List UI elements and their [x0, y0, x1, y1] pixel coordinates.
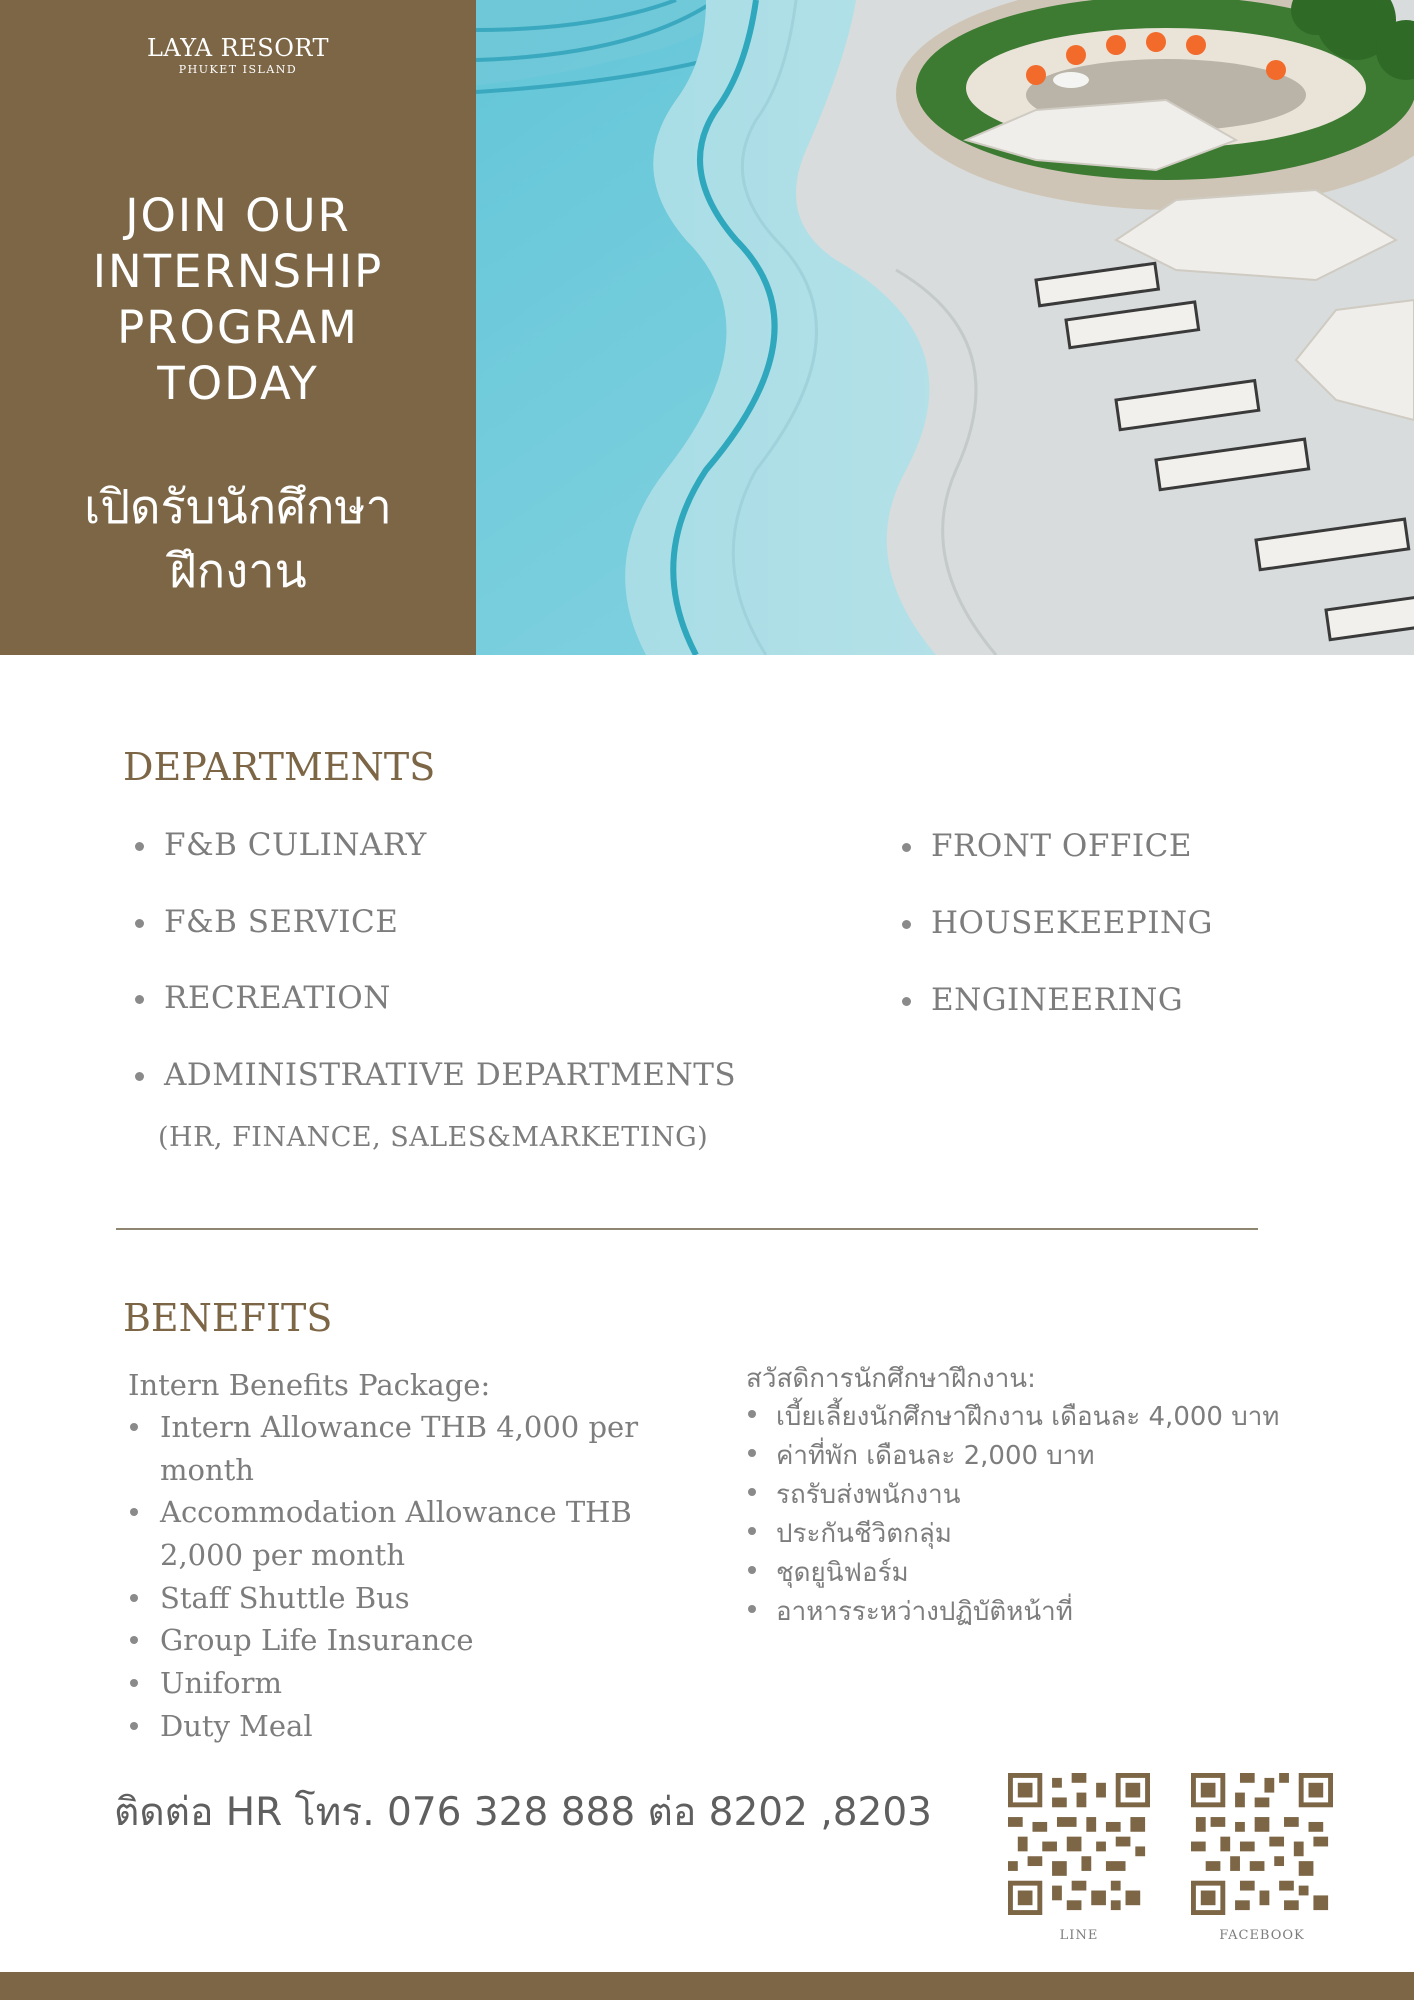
department-label: ENGINEERING	[931, 982, 1184, 1018]
bullet-icon	[130, 1508, 138, 1516]
bullet-icon	[748, 1410, 756, 1418]
bullet-icon	[748, 1566, 756, 1574]
headline-th	[0, 476, 476, 604]
benefit-item	[130, 1406, 690, 1492]
benefit-item	[130, 1577, 690, 1620]
pool-photo	[476, 0, 1414, 655]
headline-th-line: เปิดรับนักศึกษา	[84, 480, 392, 535]
benefits-intro: Intern Benefits Package:	[128, 1368, 491, 1402]
line-qr-label: LINE	[1059, 1928, 1099, 1943]
department-item	[135, 904, 398, 940]
benefit-item-th	[746, 1591, 1366, 1632]
bullet-icon	[130, 1594, 138, 1602]
benefit-label-th: เบี้ยเลี้ยงนักศึกษาฝึกงาน เดือนละ 4,000 บาท	[776, 1402, 1280, 1432]
department-item	[135, 1057, 736, 1093]
department-label: F&B SERVICE	[164, 904, 399, 940]
logo-location: PHUKET ISLAND	[178, 63, 298, 76]
logo-name: LAYA RESORT	[146, 34, 330, 62]
benefit-label: Accommodation Allowance THB 2,000 per month	[160, 1495, 632, 1572]
benefit-item-th	[746, 1435, 1366, 1476]
department-item	[902, 982, 1183, 1018]
bullet-icon	[902, 843, 911, 852]
benefit-label-th: ค่าที่พัก เดือนละ 2,000 บาท	[776, 1441, 1095, 1471]
benefit-label: Staff Shuttle Bus	[160, 1581, 410, 1615]
bullet-icon	[748, 1527, 756, 1535]
departments-title: DEPARTMENTS	[123, 745, 436, 789]
headline-line: TODAY	[157, 357, 319, 410]
benefit-item-th	[746, 1513, 1366, 1554]
benefit-label: Duty Meal	[160, 1709, 313, 1743]
bullet-icon	[902, 920, 911, 929]
headline-line: INTERNSHIP	[92, 245, 384, 298]
bullet-icon	[748, 1449, 756, 1457]
benefit-label-th: รถรับส่งพนักงาน	[776, 1480, 961, 1510]
headline-line: PROGRAM	[117, 301, 359, 354]
bullet-icon	[135, 842, 144, 851]
hr-contact: ติดต่อ HR โทร. 076 328 888 ต่อ 8202 ,8203	[114, 1790, 932, 1835]
department-note: (HR, FINANCE, SALES&MARKETING)	[158, 1122, 709, 1153]
facebook-qr-code[interactable]	[1191, 1773, 1333, 1915]
benefit-label: Group Life Insurance	[160, 1623, 474, 1657]
bullet-icon	[135, 995, 144, 1004]
line-qr-code[interactable]	[1008, 1773, 1150, 1915]
section-divider	[116, 1228, 1258, 1230]
benefit-item-th	[746, 1552, 1366, 1593]
benefits-title: BENEFITS	[123, 1296, 333, 1340]
department-item	[902, 905, 1213, 941]
bullet-icon	[748, 1488, 756, 1496]
benefit-label-th: ชุดยูนิฟอร์ม	[776, 1558, 909, 1588]
benefit-item	[130, 1705, 690, 1748]
benefit-item-th	[746, 1474, 1366, 1515]
department-item	[135, 980, 391, 1016]
facebook-qr-label: FACEBOOK	[1219, 1928, 1305, 1943]
headline-en	[0, 188, 476, 412]
department-item	[135, 827, 427, 863]
bullet-icon	[135, 1072, 144, 1081]
headline-th-line: ฝึกงาน	[169, 544, 307, 599]
bullet-icon	[135, 919, 144, 928]
benefit-item	[130, 1619, 690, 1662]
benefit-item	[130, 1491, 690, 1577]
benefit-label: Intern Allowance THB 4,000 per month	[160, 1410, 639, 1487]
department-label: ADMINISTRATIVE DEPARTMENTS	[164, 1057, 737, 1093]
benefits-intro-th: สวัสดิการนักศึกษาฝึกงาน:	[746, 1364, 1036, 1394]
benefit-item-th	[746, 1396, 1366, 1437]
bullet-icon	[130, 1679, 138, 1687]
department-label: RECREATION	[164, 980, 391, 1016]
headline-line: JOIN OUR	[125, 189, 351, 242]
footer-bar	[0, 1972, 1414, 2000]
bullet-icon	[130, 1636, 138, 1644]
header-brand-panel	[0, 0, 476, 655]
department-label: FRONT OFFICE	[931, 828, 1192, 864]
department-item	[902, 828, 1192, 864]
bullet-icon	[130, 1722, 138, 1730]
benefit-item	[130, 1662, 690, 1705]
benefit-label-th: อาหารระหว่างปฏิบัติหน้าที่	[776, 1597, 1073, 1627]
bullet-icon	[748, 1605, 756, 1613]
benefit-label-th: ประกันชีวิตกลุ่ม	[776, 1519, 952, 1549]
department-label: HOUSEKEEPING	[931, 905, 1213, 941]
department-label: F&B CULINARY	[164, 827, 427, 863]
bullet-icon	[902, 997, 911, 1006]
benefit-label: Uniform	[160, 1666, 282, 1700]
bullet-icon	[130, 1423, 138, 1431]
